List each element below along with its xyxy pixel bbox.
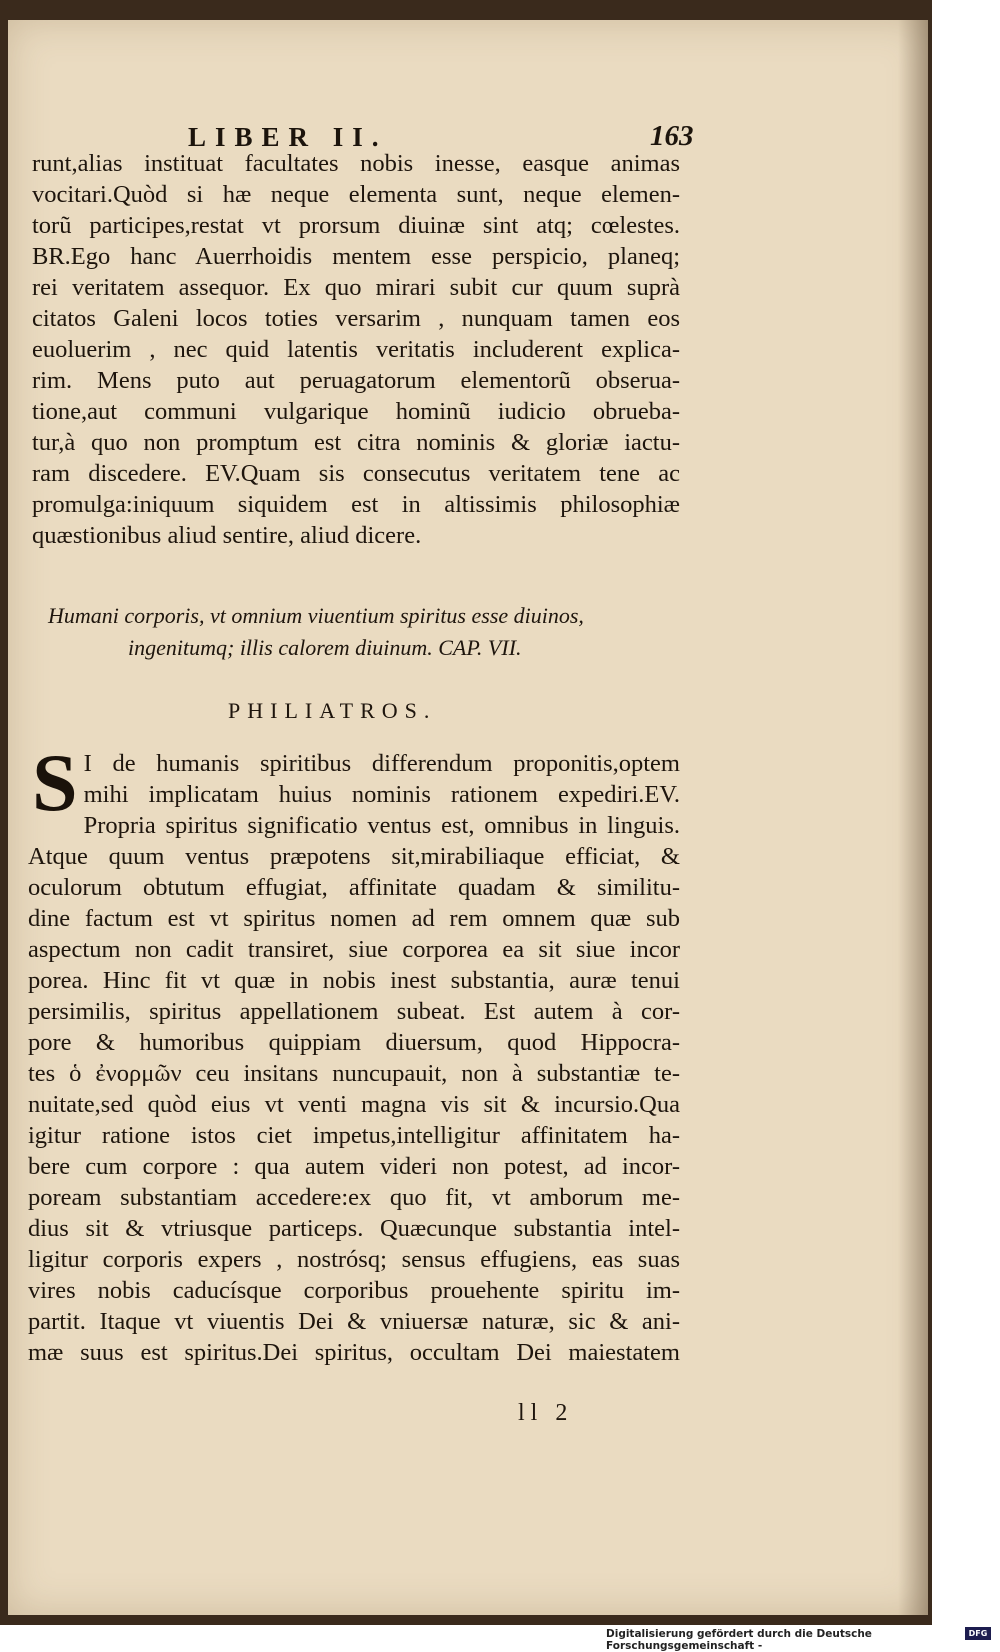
text-line: mæ suus est spiritus.Dei spiritus, occultam Dei maiestatem (28, 1339, 680, 1366)
text-line: poream substantiam accedere:ex quo fit, vt amborum me- (28, 1184, 680, 1211)
text-line: bere cum corpore : qua autem videri non potest, ad incor- (28, 1153, 680, 1180)
text-line: tes ὁ ἐνορμῶν ceu insitans nuncupauit, non à substantiæ te- (28, 1060, 680, 1087)
text-line: nuitate,sed quòd eius vt venti magna vis sit & incursio.Qua (28, 1091, 680, 1118)
text-line: vocitari.Quòd si hæ neque elementa sunt, neque elemen- (32, 181, 680, 208)
text-line: runt,alias instituat facultates nobis inesse, easque animas (32, 150, 680, 177)
drop-capital: S (32, 737, 78, 828)
dfg-logo-icon: DFG (965, 1627, 991, 1640)
text-line: rei veritatem assequor. Ex quo mirari subit cur quum suprà (32, 274, 680, 301)
text-line: oculorum obtutum effugiat, affinitate quadam & similitu- (28, 874, 680, 901)
chapter-heading-line-1: Humani corporis, vt omnium viuentium spiritus esse diuinos, (48, 603, 584, 628)
text-line: I de humanis spiritibus differendum proponitis,optem (83, 750, 680, 777)
chapter-heading-line-2: ingenitumq; illis calorem diuinum. CAP. VII. (128, 635, 522, 660)
chapter-heading (48, 600, 678, 664)
signature-mark: ll 2 (518, 1400, 574, 1426)
text-line: aspectum non cadit transiret, siue corporea ea sit siue incor (28, 936, 680, 963)
text-line: partit. Itaque vt viuentis Dei & vniuersæ naturæ, sic & ani- (28, 1308, 680, 1335)
text-line: euoluerim , nec quid latentis veritatis includerent explica- (32, 336, 680, 363)
text-line: dine factum est vt spiritus nomen ad rem omnem quæ sub (28, 905, 680, 932)
text-line: pore & humoribus quippiam diuersum, quod Hippocra- (28, 1029, 680, 1056)
text-line: ram discedere. EV.Quam sis consecutus veritatem tene ac (32, 460, 680, 487)
text-line: tur,à quo non promptum est citra nominis & gloriæ iactu- (32, 429, 680, 456)
text-line: Propria spiritus significatio ventus est, omnibus in linguis. (83, 812, 680, 839)
text-line: porea. Hinc fit vt quæ in nobis inest substantia, auræ tenui (28, 967, 680, 994)
running-head: LIBER II. (188, 122, 388, 152)
text-line: vires nobis caducísque corporibus prouehente spiritu im- (28, 1277, 680, 1304)
text-line: quæstionibus aliud sentire, aliud dicere. (32, 522, 422, 549)
text-line: igitur ratione istos ciet impetus,intelligitur affinitatem ha- (28, 1122, 680, 1149)
text-line: rim. Mens puto aut peruagatorum elementorũ obserua- (32, 367, 680, 394)
text-line: dius sit & vtriusque particeps. Quæcunque substantia intel- (28, 1215, 680, 1242)
speaker-name: PHILIATROS. (228, 698, 437, 723)
page-number: 163 (650, 120, 694, 152)
text-line: persimilis, spiritus appellationem subeat. Est autem à cor- (28, 998, 680, 1025)
digitization-credit: Digitalisierung gefördert durch die Deutsche Forschungsgemeinschaft - (606, 1628, 872, 1652)
text-line: ligitur corporis expers , nostrósq; sensus effugiens, eas suas (28, 1246, 680, 1273)
text-line: torũ participes,restat vt prorsum diuinæ sint atq; cœlestes. (32, 212, 680, 239)
text-line: mihi implicatam huius nominis rationem expediri.EV. (83, 781, 680, 808)
paragraph-1 (32, 148, 680, 551)
book-page (8, 20, 928, 1615)
text-line: tione,aut communi vulgarique hominũ iudicio obrueba- (32, 398, 680, 425)
text-line: BR.Ego hanc Auerrhoidis mentem esse perspicio, planeq; (32, 243, 680, 270)
text-line: citatos Galeni locos toties versarim , nunquam tamen eos (32, 305, 680, 332)
text-line: Atque quum ventus præpotens sit,mirabiliaque efficiat, & (28, 843, 680, 870)
paragraph-2 (28, 737, 680, 1368)
text-line: promulga:iniquum siquidem est in altissimis philosophiæ (32, 491, 680, 518)
page-edge-shadow (898, 20, 928, 1615)
